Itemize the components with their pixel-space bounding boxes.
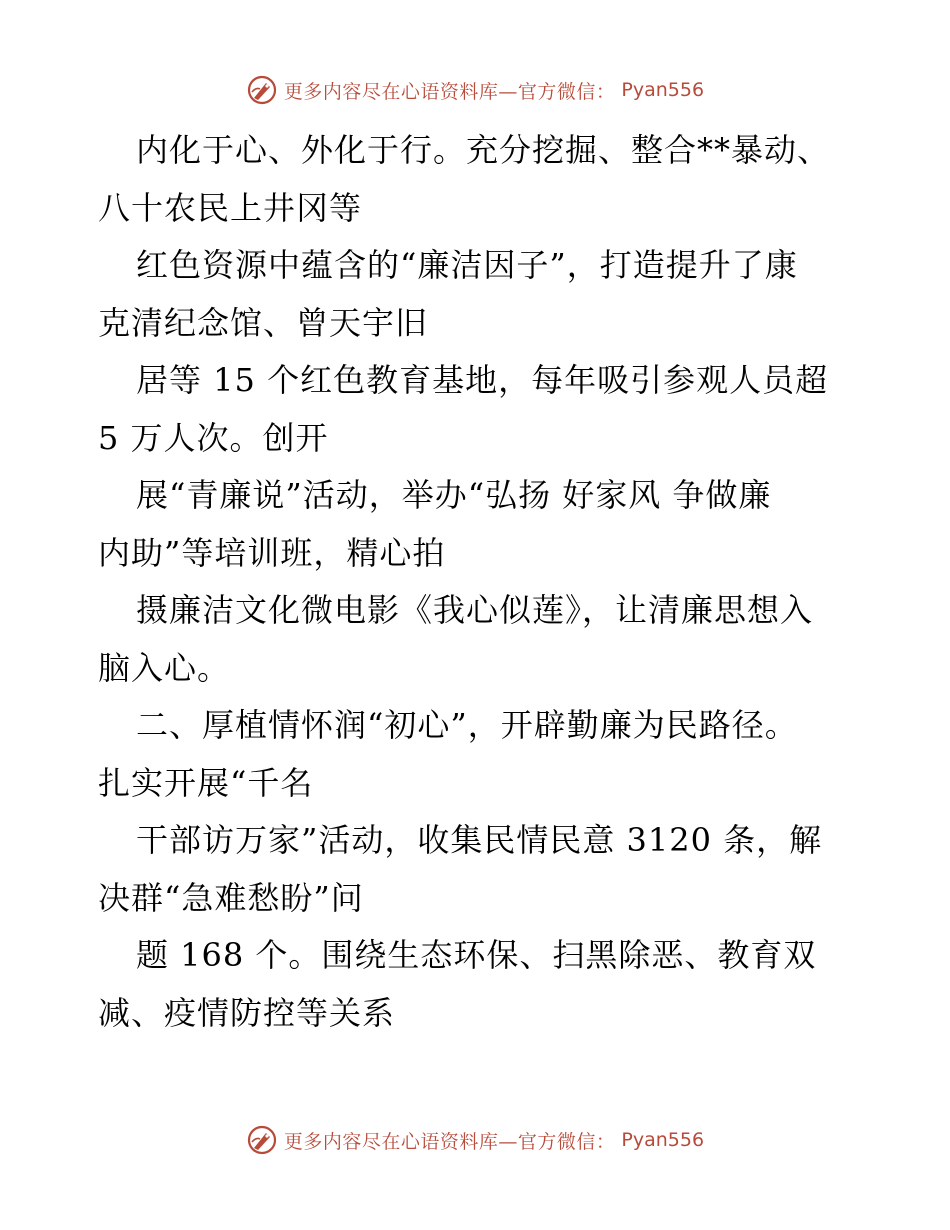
text-line: 内化于心、外化于行。充分挖掘、整合**暴动、 — [136, 131, 831, 169]
footer-banner-text: 更多内容尽在心语资料库—官方微信： — [283, 1130, 616, 1153]
text-line: 干部访万家”活动，收集民情民意 3120 条，解 — [136, 821, 823, 859]
document-body — [98, 122, 858, 1042]
page-header — [0, 70, 950, 110]
section-heading-line: 二、厚植情怀润“初心”，开辟勤廉为民路径。 — [136, 706, 798, 744]
header-banner-account: Pyan556 — [621, 79, 705, 101]
text-line: 内助”等培训班，精心拍 — [98, 533, 446, 572]
page-footer — [0, 1120, 950, 1160]
text-line: 红色资源中蕴含的“廉洁因子”，打造提升了康 — [136, 246, 798, 284]
text-line: 题 168 个。围绕生态环保、扫黑除恶、教育双 — [136, 936, 817, 974]
pen-nib-logo-icon — [246, 1124, 278, 1156]
text-line: 扎实开展“千名 — [98, 763, 314, 802]
text-line: 展“青廉说”活动，举办“弘扬 好家风 争做廉 — [136, 476, 772, 514]
footer-banner-account: Pyan556 — [621, 1129, 705, 1151]
footer-banner — [246, 1124, 704, 1156]
text-line: 摄廉洁文化微电影《我心似莲》，让清廉思想入 — [136, 591, 814, 629]
text-line: 5 万人次。创开 — [98, 418, 329, 457]
text-line: 决群“急难愁盼”问 — [98, 878, 364, 917]
text-line: 减、疫情防控等关系 — [98, 993, 396, 1032]
text-line: 克清纪念馆、曾天宇旧 — [98, 303, 429, 342]
text-line: 八十农民上井冈等 — [98, 188, 363, 227]
pen-nib-logo-icon — [246, 74, 278, 106]
text-line: 居等 15 个红色教育基地，每年吸引参观人员超 — [136, 361, 829, 399]
text-line: 脑入心。 — [98, 648, 231, 687]
header-banner — [246, 74, 704, 106]
header-banner-text: 更多内容尽在心语资料库—官方微信： — [283, 80, 616, 103]
